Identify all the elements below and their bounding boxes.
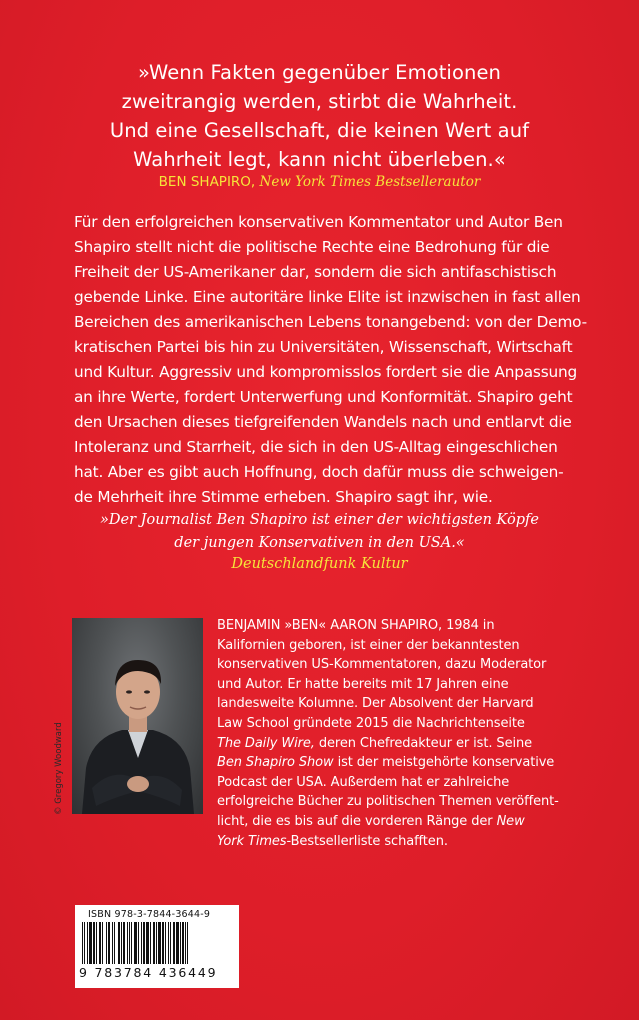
blurb-line: Für den erfolgreichen konservativen Kommentator und Autor Ben — [74, 213, 563, 231]
book-blurb — [74, 210, 587, 510]
blurb-line: de Mehrheit ihre Stimme erheben. Shapiro sagt ihr, wie. — [74, 488, 493, 506]
bio-line: Podcast der USA. Außerdem hat er zahlreiche — [217, 774, 510, 790]
attribution-title: New York Times Bestsellerautor — [259, 174, 481, 190]
barcode-bars — [80, 922, 234, 966]
author-bio — [217, 616, 597, 851]
bio-text: -Bestsellerliste schafften. — [286, 833, 448, 849]
bio-italic: The Daily Wire, — [217, 735, 315, 751]
top-quote-line: zweitrangig werden, stirbt die Wahrheit. — [121, 90, 518, 113]
bio-line — [217, 832, 597, 852]
blurb-line: Freiheit der US-Amerikaner dar, sondern die sich antifaschistisch — [74, 263, 557, 281]
blurb-line: den Ursachen dieses tiefgreifenden Wandels nach und entlarvt die — [74, 413, 572, 431]
blurb-line: Intoleranz und Starrheit, die sich in den US-Alltag eingeschlichen — [74, 438, 558, 456]
barcode-box — [75, 905, 239, 988]
bio-line: konservativen US-Kommentatoren, dazu Moderator — [217, 657, 547, 673]
top-quote-attribution — [0, 174, 639, 190]
photo-credit: © Gregory Woodward — [54, 722, 64, 815]
barcode-digits: 9 783784 436449 — [79, 965, 218, 980]
blurb-line: hat. Aber es gibt auch Hoffnung, doch dafür muss die schweigen- — [74, 463, 564, 481]
bio-text: deren Chefredakteur er ist. Seine — [314, 735, 533, 751]
bio-line: BENJAMIN »BEN« AARON SHAPIRO, 1984 in — [217, 618, 495, 633]
author-portrait-illustration — [72, 618, 203, 814]
blurb-line: an ihre Werte, fordert Unterwerfung und Konformität. Shapiro geht — [74, 388, 573, 406]
bio-text: licht, die es bis auf die vorderen Ränge der — [217, 813, 497, 829]
top-quote — [0, 58, 639, 174]
review-quote-line: der jungen Konservativen in den USA.« — [174, 535, 465, 551]
attribution-author: BEN SHAPIRO, — [158, 174, 256, 190]
blurb-line: Shapiro stellt nicht die politische Rechte eine Bedrohung für die — [74, 238, 550, 256]
blurb-line: kratischen Partei bis hin zu Universitäten, Wissenschaft, Wirtschaft — [74, 338, 573, 356]
bio-italic: New — [496, 813, 525, 829]
bio-line — [217, 734, 597, 754]
top-quote-line: Wahrheit legt, kann nicht überleben.« — [133, 148, 506, 171]
blurb-line: Bereichen des amerikanischen Lebens tonangebend: von der Demo- — [74, 313, 587, 331]
blurb-line: und Kultur. Aggressiv und kompromisslos fordert sie die Anpassung — [74, 363, 577, 381]
bio-line: und Autor. Er hatte bereits mit 17 Jahren eine — [217, 676, 509, 692]
bio-italic: Ben Shapiro Show — [217, 755, 334, 771]
bio-line — [217, 812, 597, 832]
bio-line: Law School gründete 2015 die Nachrichtenseite — [217, 715, 525, 731]
review-source: Deutschlandfunk Kultur — [231, 556, 408, 572]
top-quote-line: Und eine Gesellschaft, die keinen Wert auf — [109, 119, 530, 142]
top-quote-line: »Wenn Fakten gegenüber Emotionen — [138, 61, 501, 84]
bio-text: ist der meistgehörte konservative — [333, 755, 555, 771]
blurb-line: gebende Linke. Eine autoritäre linke Elite ist inzwischen in fast allen — [74, 288, 581, 306]
bio-line: landesweite Kolumne. Der Absolvent der Harvard — [217, 696, 534, 712]
review-quote — [0, 509, 639, 555]
isbn-text: ISBN 978-3-7844-3644-9 — [88, 909, 211, 920]
bio-line — [217, 753, 597, 773]
bio-line: erfolgreiche Bücher zu politischen Themen veröffent- — [217, 794, 559, 810]
bio-italic: York Times — [217, 833, 287, 849]
bio-line: Kalifornien geboren, ist einer der bekanntesten — [217, 637, 520, 653]
author-photo — [72, 618, 203, 814]
review-quote-line: »Der Journalist Ben Shapiro ist einer der wichtigsten Köpfe — [100, 512, 539, 528]
